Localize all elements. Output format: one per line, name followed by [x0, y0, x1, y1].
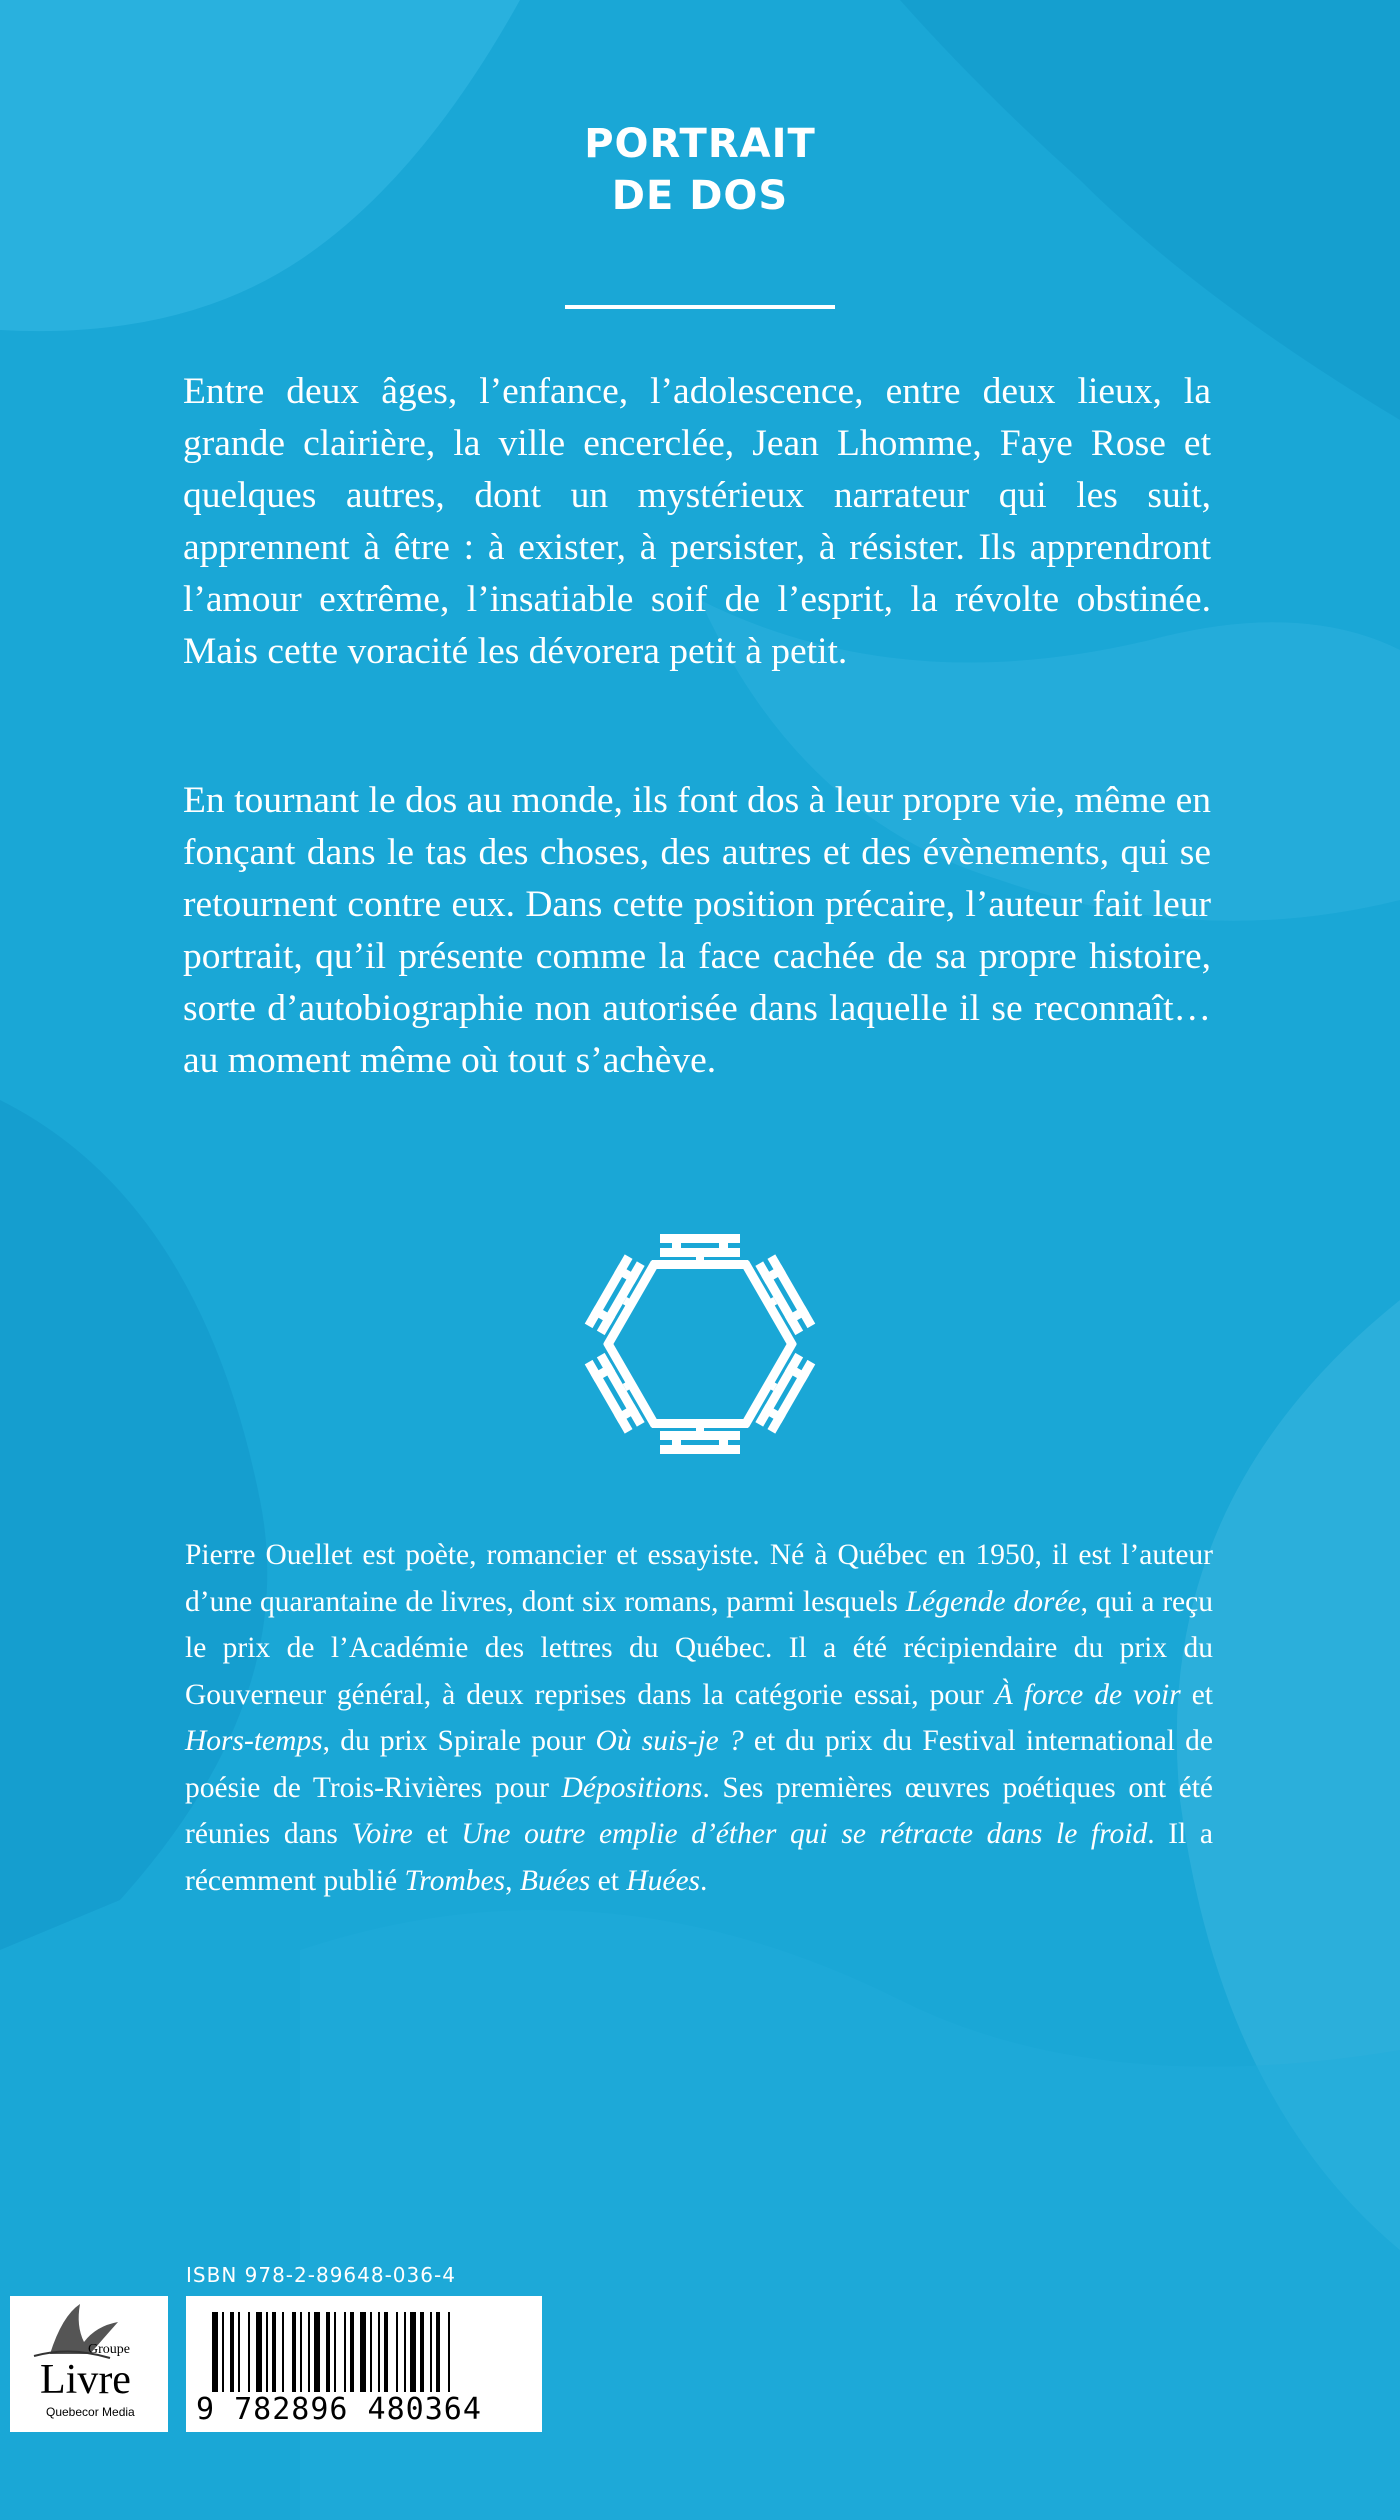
logo-livre-text: Livre [40, 2357, 131, 2403]
logo-groupe-text: Groupe [88, 2342, 130, 2357]
book-depositions: Dépositions [561, 1771, 703, 1804]
isbn-label: ISBN 978-2-89648-036-4 [186, 2263, 456, 2287]
book-ou-suis-je: Où suis-je ? [595, 1725, 744, 1757]
blurb-paragraph-2: En tournant le dos au monde, ils font dos à leur propre vie, même en fonçant dans le tas des choses, des autres et des évènements, qui se retournent contre eux. Dans cette position précaire, l’auteur fait leur portrait, qu’il présente comme la face cachée de sa propre histoire, sorte d’autobiographie non autorisée dans laquelle il se reconnaît… au moment même où tout s’achève. [183, 780, 1211, 1081]
book-une-outre: Une outre emplie d’éther qui se rétracte dans le froid [461, 1818, 1148, 1850]
book-huees: Huées [626, 1864, 701, 1897]
book-a-force-de-voir: À force de voir [994, 1678, 1181, 1711]
author-bio: Pierre Ouellet est poète, romancier et essayiste. Né à Québec en 1950, il est l’auteur d’une quarantaine de livres, dont six romans, parmi lesquels Légende dorée, qui a reçu le prix de l’Académie des lettres du Québec. Il a été récipiendaire du prix du Gouverneur général, à deux reprises dans la catégorie essai, pour À force de voir et Hors-temps, du prix Spirale pour Où suis-je ? et du prix du Festival international de poésie de Trois-Rivières pour Dépositions. Ses premières œuvres poétiques ont été réunies dans Voire et Une outre emplie d’éther qui se rétracte dans le froid. Il a récemment publié Trombes, Buées et Huées. [185, 1539, 1213, 1897]
title-divider [565, 305, 835, 309]
book-title-line-2: DE DOS [611, 173, 789, 219]
hexagonal-ornament-icon [575, 1225, 825, 1463]
book-title-line-1: PORTRAIT [584, 121, 816, 167]
barcode-number: 9 782896 480364 [196, 2392, 482, 2427]
book-legende-doree: Légende dorée [905, 1585, 1081, 1618]
barcode [186, 2296, 542, 2432]
blurb-paragraph-1: Entre deux âges, l’enfance, l’adolescence, entre deux lieux, la grande clairière, la ville encerclée, Jean Lhomme, Faye Rose et quelques autres, dont un mystérieux narrateur qui les suit, apprennent à être : à exister, à persister, à résister. Ils apprendront l’amour extrême, l’insatiable soif de l’esprit, la révolte obstinée. Mais cette voracité les dévorera petit à petit. [183, 371, 1211, 672]
publisher-logo [10, 2296, 168, 2432]
logo-quebecor-text: Quebecor Media [46, 2405, 135, 2419]
book-buees: Buées [519, 1864, 591, 1897]
book-title [0, 118, 1400, 222]
book-voire: Voire [351, 1818, 413, 1850]
book-hors-temps: Hors-temps [185, 1725, 323, 1757]
book-trombes: Trombes [404, 1864, 506, 1897]
